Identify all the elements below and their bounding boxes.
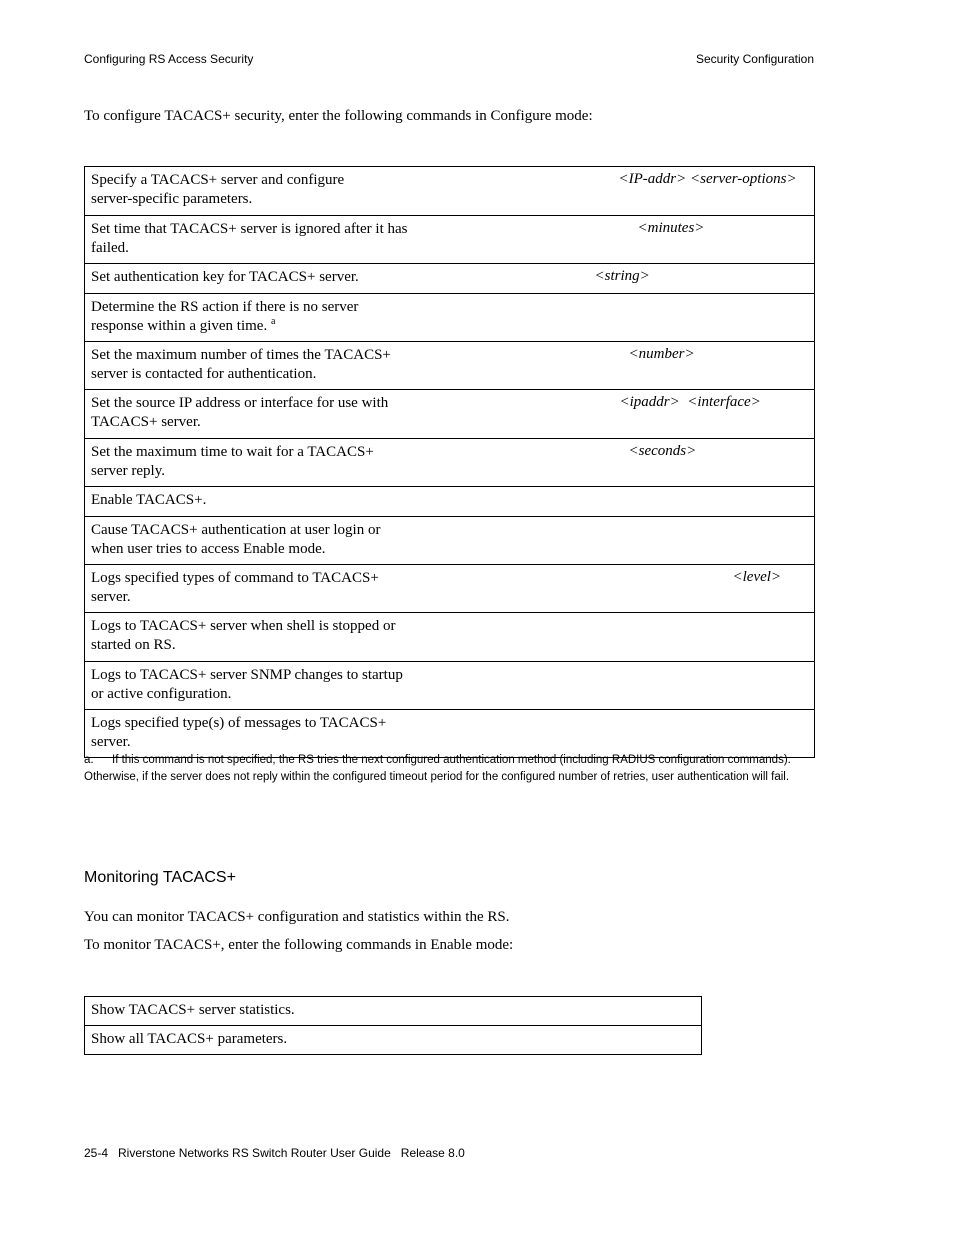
command-description: Enable TACACS+. bbox=[85, 487, 425, 517]
command-arguments bbox=[425, 662, 815, 710]
command-description: Logs to TACACS+ server SNMP changes to startup or active configuration. bbox=[85, 662, 425, 710]
command-description: Specify a TACACS+ server and configure server-specific parameters. bbox=[85, 167, 425, 216]
command-description: Set the maximum time to wait for a TACACS+ server reply. bbox=[85, 439, 425, 487]
argument-text: <level> bbox=[732, 569, 782, 585]
command-description: Set the maximum number of times the TACACS+ server is contacted for authentication. bbox=[85, 342, 425, 390]
table-row bbox=[85, 264, 815, 294]
command-description: Set time that TACACS+ server is ignored after it has failed. bbox=[85, 216, 425, 264]
argument-text: <minutes> bbox=[637, 220, 705, 236]
argument-text: <seconds> bbox=[628, 443, 697, 459]
running-header-right: Security Configuration bbox=[695, 52, 814, 66]
running-header-left: Configuring RS Access Security bbox=[84, 52, 254, 66]
argument-text: <string> bbox=[594, 268, 650, 284]
table-row bbox=[85, 662, 815, 710]
footnote-text: If this command is not specified, the RS tries the next configured authentication method (including RADIUS configuration commands). Otherwise, if the server does not reply within the configured timeout period for the configured number of retries, user authentication will fail. bbox=[84, 754, 791, 783]
page-footer: 25-4 Riverstone Networks RS Switch Router User Guide Release 8.0 bbox=[84, 1146, 465, 1160]
command-description: Show TACACS+ server statistics. bbox=[85, 997, 702, 1026]
table-row bbox=[85, 565, 815, 613]
table-row bbox=[85, 216, 815, 264]
footnote-mark: a. bbox=[84, 754, 94, 766]
command-arguments bbox=[425, 439, 815, 487]
command-arguments bbox=[425, 613, 815, 662]
command-arguments bbox=[425, 216, 815, 264]
monitoring-instructions: To monitor TACACS+, enter the following commands in Enable mode: bbox=[84, 937, 514, 953]
table-row bbox=[85, 390, 815, 439]
table-row bbox=[85, 517, 815, 565]
command-arguments bbox=[425, 342, 815, 390]
table-row bbox=[85, 710, 815, 758]
command-arguments bbox=[425, 487, 815, 517]
argument-text: <number> bbox=[628, 346, 695, 362]
table-row bbox=[85, 613, 815, 662]
command-arguments bbox=[425, 517, 815, 565]
argument-text: <IP-addr> <server-options> bbox=[618, 171, 797, 187]
footnote-reference: a bbox=[270, 315, 276, 327]
intro-paragraph: To configure TACACS+ security, enter the following commands in Configure mode: bbox=[84, 108, 593, 124]
table-row bbox=[85, 997, 702, 1026]
command-description: Set the source IP address or interface for use with TACACS+ server. bbox=[85, 390, 425, 439]
section-heading: Monitoring TACACS+ bbox=[84, 869, 236, 886]
table-row bbox=[85, 342, 815, 390]
command-arguments bbox=[425, 167, 815, 216]
enable-commands-table bbox=[84, 996, 702, 1055]
monitoring-paragraph: You can monitor TACACS+ configuration and statistics within the RS. bbox=[84, 909, 510, 925]
command-arguments bbox=[425, 264, 815, 294]
command-description: Logs to TACACS+ server when shell is stopped or started on RS. bbox=[85, 613, 425, 662]
command-description: Cause TACACS+ authentication at user login or when user tries to access Enable mode. bbox=[85, 517, 425, 565]
table-row bbox=[85, 1026, 702, 1055]
footnote bbox=[84, 752, 814, 785]
table-row bbox=[85, 439, 815, 487]
table-row bbox=[85, 294, 815, 342]
table-row bbox=[85, 487, 815, 517]
command-arguments bbox=[425, 565, 815, 613]
command-arguments bbox=[425, 390, 815, 439]
command-description: Set authentication key for TACACS+ server. bbox=[85, 264, 425, 294]
command-arguments bbox=[425, 294, 815, 342]
command-description: Determine the RS action if there is no server response within a given time. $^a$ bbox=[85, 294, 425, 342]
configure-commands-table bbox=[84, 166, 815, 758]
table-row bbox=[85, 167, 815, 216]
command-arguments bbox=[425, 710, 815, 758]
command-description: Logs specified types of command to TACACS+ server. bbox=[85, 565, 425, 613]
command-description: Show all TACACS+ parameters. bbox=[85, 1026, 702, 1055]
argument-text: <ipaddr> <interface> bbox=[619, 394, 761, 410]
command-description: Logs specified type(s) of messages to TACACS+ server. bbox=[85, 710, 425, 758]
